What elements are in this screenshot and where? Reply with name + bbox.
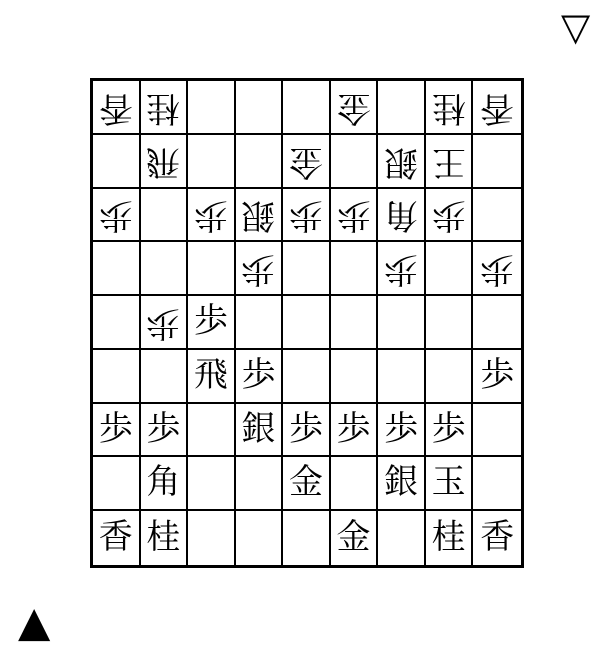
board-cell[interactable] [331, 135, 379, 189]
board-cell[interactable] [141, 242, 189, 296]
board-cell[interactable] [426, 135, 474, 189]
board-cell[interactable] [141, 81, 189, 135]
board-cell[interactable] [426, 511, 474, 565]
gote-piece: 香 [98, 88, 133, 126]
board-cell[interactable] [473, 296, 521, 350]
gote-piece: 飛 [146, 142, 181, 180]
sente-piece: 歩 [241, 356, 276, 394]
sente-piece: 玉 [431, 464, 466, 502]
gote-piece: 歩 [193, 196, 228, 234]
board-cell[interactable] [426, 242, 474, 296]
board-cell[interactable] [188, 81, 236, 135]
gote-piece: 歩 [98, 196, 133, 234]
sente-piece: 歩 [98, 410, 133, 448]
board-cell[interactable] [473, 81, 521, 135]
board-cell[interactable] [426, 189, 474, 243]
sente-piece: 歩 [146, 410, 181, 448]
board-cell[interactable] [188, 511, 236, 565]
sente-player-marker-icon: ▲ [18, 597, 51, 646]
board-cell[interactable] [378, 350, 426, 404]
sente-piece: 角 [146, 464, 181, 502]
board-cell[interactable] [141, 511, 189, 565]
sente-piece: 香 [480, 519, 515, 557]
board-cell[interactable] [236, 189, 284, 243]
board-cell[interactable] [283, 296, 331, 350]
board-cell[interactable] [141, 404, 189, 458]
board-cell[interactable] [188, 350, 236, 404]
board-cell[interactable] [93, 457, 141, 511]
gote-piece: 歩 [146, 303, 181, 341]
board-cell[interactable] [331, 296, 379, 350]
board-cell[interactable] [283, 350, 331, 404]
board-cell[interactable] [378, 135, 426, 189]
board-cell[interactable] [283, 242, 331, 296]
board-cell[interactable] [473, 350, 521, 404]
board-cell[interactable] [236, 511, 284, 565]
board-cell[interactable] [331, 350, 379, 404]
gote-piece: 角 [384, 196, 419, 234]
board-cell[interactable] [473, 242, 521, 296]
sente-piece: 歩 [193, 302, 228, 340]
gote-piece: 王 [431, 142, 466, 180]
sente-piece: 銀 [384, 464, 419, 502]
board-cell[interactable] [93, 350, 141, 404]
board-cell[interactable] [188, 404, 236, 458]
board-cell[interactable] [378, 189, 426, 243]
board-cell[interactable] [188, 242, 236, 296]
shogi-board [90, 78, 524, 568]
board-cell[interactable] [93, 242, 141, 296]
board-cell[interactable] [93, 404, 141, 458]
gote-piece: 桂 [431, 88, 466, 126]
gote-piece: 歩 [241, 250, 276, 288]
board-cell[interactable] [236, 296, 284, 350]
board-cell[interactable] [141, 296, 189, 350]
board-cell[interactable] [378, 81, 426, 135]
board-cell[interactable] [141, 350, 189, 404]
gote-piece: 歩 [384, 250, 419, 288]
board-cell[interactable] [426, 296, 474, 350]
board-cell[interactable] [283, 81, 331, 135]
board-cell[interactable] [236, 135, 284, 189]
board-cell[interactable] [141, 457, 189, 511]
board-cell[interactable] [473, 511, 521, 565]
board-cell[interactable] [188, 296, 236, 350]
sente-piece: 金 [288, 464, 323, 502]
board-cell[interactable] [331, 404, 379, 458]
board-cell[interactable] [93, 81, 141, 135]
board-cell[interactable] [93, 511, 141, 565]
board-cell[interactable] [426, 404, 474, 458]
gote-piece: 歩 [336, 196, 371, 234]
board-cell[interactable] [473, 457, 521, 511]
board-cell[interactable] [283, 511, 331, 565]
gote-piece: 香 [480, 88, 515, 126]
board-cell[interactable] [331, 511, 379, 565]
board-cell[interactable] [283, 189, 331, 243]
board-cell[interactable] [141, 189, 189, 243]
board-cell[interactable] [188, 135, 236, 189]
sente-piece: 飛 [193, 356, 228, 394]
gote-piece: 歩 [480, 250, 515, 288]
gote-piece: 歩 [431, 196, 466, 234]
sente-piece: 歩 [431, 410, 466, 448]
board-cell[interactable] [188, 457, 236, 511]
board-cell[interactable] [236, 457, 284, 511]
gote-piece: 桂 [146, 88, 181, 126]
gote-piece: 金 [336, 88, 371, 126]
sente-piece: 歩 [336, 410, 371, 448]
board-cell[interactable] [331, 242, 379, 296]
board-cell[interactable] [283, 135, 331, 189]
board-cell[interactable] [473, 135, 521, 189]
gote-piece: 歩 [288, 196, 323, 234]
board-cell[interactable] [378, 404, 426, 458]
sente-piece: 歩 [288, 410, 323, 448]
sente-piece: 桂 [146, 519, 181, 557]
sente-piece: 歩 [480, 356, 515, 394]
board-cell[interactable] [236, 242, 284, 296]
board-cell[interactable] [331, 457, 379, 511]
board-cell[interactable] [141, 135, 189, 189]
sente-piece: 歩 [384, 410, 419, 448]
board-cell[interactable] [188, 189, 236, 243]
board-cell[interactable] [426, 457, 474, 511]
board-cell[interactable] [93, 296, 141, 350]
gote-player-marker-icon: ▽ [561, 5, 591, 49]
board-cell[interactable] [473, 189, 521, 243]
board-cell[interactable] [331, 81, 379, 135]
board-cell[interactable] [378, 242, 426, 296]
sente-piece: 桂 [431, 519, 466, 557]
gote-piece: 銀 [241, 196, 276, 234]
sente-piece: 銀 [241, 410, 276, 448]
board-cell[interactable] [236, 404, 284, 458]
board-cell[interactable] [283, 457, 331, 511]
board-cell[interactable] [378, 457, 426, 511]
gote-piece: 銀 [384, 142, 419, 180]
board-cell[interactable] [93, 189, 141, 243]
board-cell[interactable] [331, 189, 379, 243]
board-cell[interactable] [283, 404, 331, 458]
sente-piece: 香 [98, 519, 133, 557]
board-cell[interactable] [93, 135, 141, 189]
board-cell[interactable] [473, 404, 521, 458]
board-cell[interactable] [426, 81, 474, 135]
board-cell[interactable] [236, 81, 284, 135]
board-cell[interactable] [378, 511, 426, 565]
board-cell[interactable] [236, 350, 284, 404]
board-cell[interactable] [378, 296, 426, 350]
board-cell[interactable] [426, 350, 474, 404]
gote-piece: 金 [288, 142, 323, 180]
sente-piece: 金 [336, 519, 371, 557]
